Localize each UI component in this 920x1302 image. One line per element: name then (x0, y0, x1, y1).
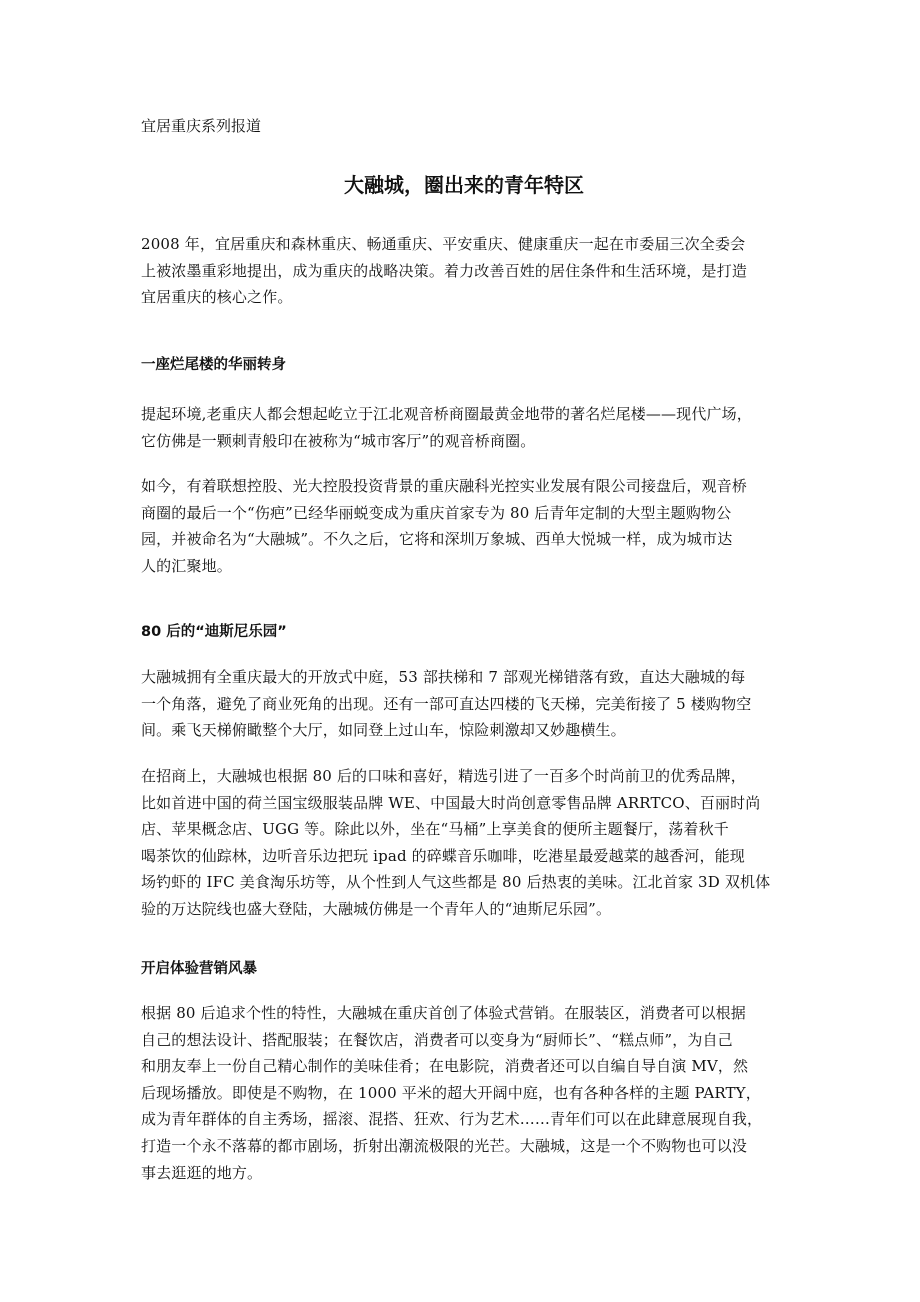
section-paragraph (141, 1000, 787, 1186)
text-line: 比如首进中国的荷兰国宝级服装品牌 WE、中国最大时尚创意零售品牌 ARRTCO、百丽时尚 (141, 793, 761, 812)
text-line: 如今，有着联想控股、光大控股投资背景的重庆融科光控实业发展有限公司接盘后，观音桥 (141, 477, 748, 495)
text-line: 商圈的最后一个“伤疤”已经华丽蜕变成为重庆首家专为 80 后青年定制的大型主题购物公 (141, 503, 732, 522)
text-line: 提起环境,老重庆人都会想起屹立于江北观音桥商圈最黄金地带的著名烂尾楼——现代广场， (141, 405, 752, 423)
text-line: 事去逛逛的地方。 (141, 1163, 263, 1182)
article-title: 大融城，圈出来的青年特区 (344, 173, 584, 197)
text-line: 店、苹果概念店、UGG 等。除此以外，坐在“马桶”上享美食的便所主题餐厅，荡着秋千 (141, 820, 729, 839)
text-line: 间。乘飞天梯俯瞰整个大厅，如同登上过山车，惊险刺激却又妙趣横生。 (141, 721, 626, 740)
section-paragraph (141, 473, 787, 579)
text-line: 在招商上，大融城也根据 80 后的口味和喜好，精选引进了一百多个时尚前卫的优秀品牌， (141, 767, 746, 785)
section-heading: 一座烂尾楼的华丽转身 (141, 357, 286, 373)
text-line: 验的万达院线也盛大登陆，大融城仿佛是一个青年人的“迪斯尼乐园”。 (141, 899, 612, 918)
text-line: 场钓虾的 IFC 美食淘乐坊等，从个性到人气这些都是 80 后热衷的美味。江北首家 3D 双机体 (141, 873, 771, 892)
text-line: 2008 年，宜居重庆和森林重庆、畅通重庆、平安重庆、健康重庆一起在市委届三次全委会 (141, 235, 746, 253)
series-label: 宜居重庆系列报道 (141, 117, 262, 135)
section-heading: 80 后的“迪斯尼乐园” (141, 624, 287, 640)
text-line: 自己的想法设计、搭配服装；在餐饮店，消费者可以变身为“厨师长”、“糕点师”，为自己 (141, 1030, 733, 1049)
section-paragraph (141, 401, 787, 454)
text-line: 园，并被命名为“大融城”。不久之后，它将和深圳万象城、西单大悦城一样，成为城市达 (141, 530, 733, 549)
section-paragraph (141, 763, 787, 923)
text-line: 它仿佛是一颗刺青般印在被称为“城市客厅”的观音桥商圈。 (141, 431, 536, 450)
text-line: 宜居重庆的核心之作。 (141, 288, 293, 307)
text-line: 上被浓墨重彩地提出，成为重庆的战略决策。着力改善百姓的居住条件和生活环境，是打造 (141, 261, 748, 280)
text-line: 和朋友奉上一份自己精心制作的美味佳肴；在电影院，消费者还可以自编自导自演 MV，然 (141, 1057, 749, 1076)
text-line: 打造一个永不落幕的都市剧场，折射出潮流极限的光芒。大融城，这是一个不购物也可以没 (141, 1136, 748, 1155)
section-paragraph (141, 664, 787, 744)
text-line: 人的汇聚地。 (141, 556, 232, 575)
text-line: 成为青年群体的自主秀场，摇滚、混搭、狂欢、行为艺术……青年们可以在此肆意展现自我， (141, 1110, 763, 1129)
text-line: 根据 80 后追求个性的特性，大融城在重庆首创了体验式营销。在服装区，消费者可以根据 (141, 1004, 746, 1022)
text-line: 喝茶饮的仙踪林，边听音乐边把玩 ipad 的碎蝶音乐咖啡，吃港星最爱越菜的越香河，能现 (141, 846, 745, 865)
intro-paragraph (141, 231, 787, 311)
section-heading: 开启体验营销风暴 (141, 961, 257, 977)
text-line: 大融城拥有全重庆最大的开放式中庭，53 部扶梯和 7 部观光梯错落有致，直达大融城的每 (141, 668, 746, 686)
text-line: 一个角落，避免了商业死角的出现。还有一部可直达四楼的飞天梯，完美衔接了 5 楼购物空 (141, 694, 752, 713)
text-line: 后现场播放。即使是不购物，在 1000 平米的超大开阔中庭，也有各种各样的主题 PARTY， (141, 1083, 761, 1102)
